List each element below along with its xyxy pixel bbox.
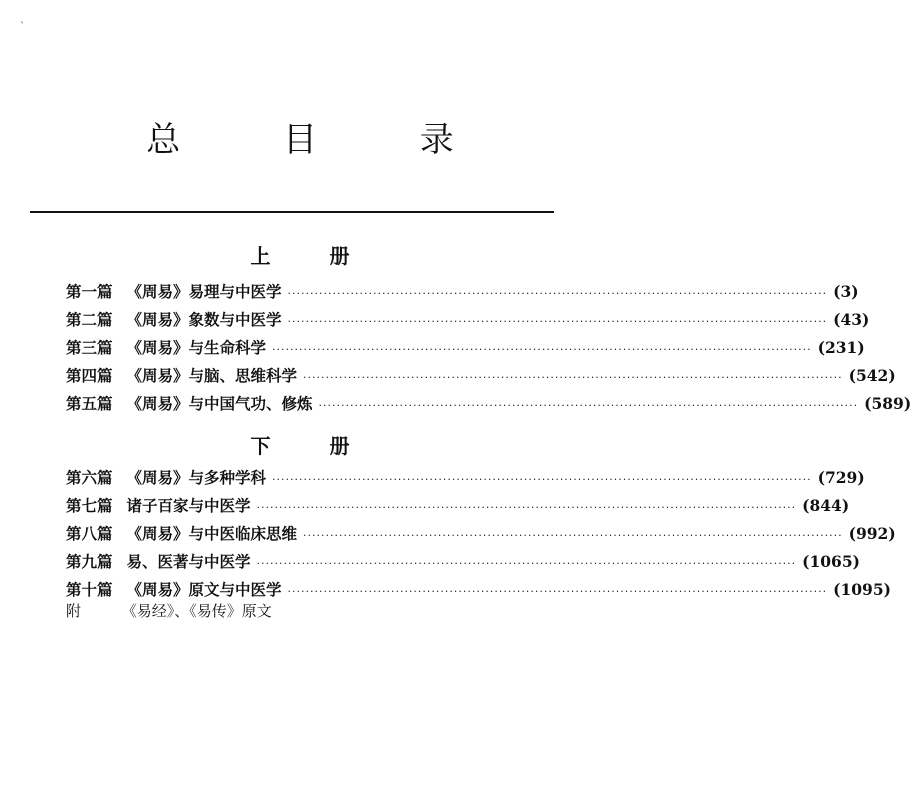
toc-entry[interactable] <box>66 336 865 364</box>
toc-entry[interactable] <box>66 522 896 550</box>
entry-number: 第七篇 <box>66 497 113 515</box>
dot-leader: ························································································································ <box>272 343 812 356</box>
entry-number: 第一篇 <box>66 283 113 301</box>
appendix-line[interactable] <box>66 600 272 621</box>
appendix-text: 《易经》、《易传》原文 <box>121 602 272 620</box>
entry-title: 《周易》与中医临床思维 <box>126 525 298 543</box>
toc-entry[interactable] <box>66 392 911 420</box>
dot-leader: ························································································································ <box>272 473 812 486</box>
entry-title: 易、医著与中医学 <box>126 553 251 571</box>
entry-page: (231) <box>817 338 865 357</box>
entry-page: (1065) <box>802 552 860 571</box>
entry-title: 《周易》象数与中医学 <box>126 311 282 329</box>
entry-number: 第十篇 <box>66 581 113 599</box>
toc-entry[interactable] <box>66 550 860 578</box>
entry-title: 《周易》与多种学科 <box>126 469 267 487</box>
dot-leader: ························································································································ <box>287 585 828 598</box>
toc-list-lower <box>66 466 896 606</box>
entry-number: 第五篇 <box>66 395 113 413</box>
title-divider <box>30 211 554 213</box>
dot-leader: ························································································································ <box>256 501 797 514</box>
toc-entry[interactable] <box>66 364 896 392</box>
dot-leader: ························································································································ <box>303 529 843 542</box>
toc-entry[interactable] <box>66 308 870 336</box>
entry-number: 第八篇 <box>66 525 113 543</box>
entry-page: (844) <box>802 496 850 515</box>
entry-page: (43) <box>833 310 870 329</box>
dot-leader: ························································································································ <box>318 399 859 412</box>
entry-title: 诸子百家与中医学 <box>126 497 251 515</box>
scan-speck: ` <box>20 22 25 33</box>
entry-page: (992) <box>848 524 896 543</box>
dot-leader: ························································································································ <box>303 371 843 384</box>
entry-number: 第二篇 <box>66 311 113 329</box>
entry-title: 《周易》易理与中医学 <box>126 283 282 301</box>
entry-page: (3) <box>833 282 859 301</box>
volume-heading-upper: 上 册 <box>250 244 376 268</box>
dot-leader: ························································································································ <box>256 557 797 570</box>
entry-number: 第四篇 <box>66 367 113 385</box>
appendix-label: 附 <box>66 602 82 620</box>
volume-heading-lower: 下 册 <box>250 434 376 458</box>
entry-title: 《周易》与中国气功、修炼 <box>126 395 313 413</box>
entry-page: (1095) <box>833 580 891 599</box>
toc-entry[interactable] <box>66 280 859 308</box>
entry-page: (589) <box>864 394 911 413</box>
dot-leader: ························································································································ <box>287 315 828 328</box>
entry-title: 《周易》原文与中医学 <box>126 581 282 599</box>
page-title: 总 目 录 <box>146 120 500 160</box>
entry-title: 《周易》与脑、思维科学 <box>126 367 298 385</box>
entry-number: 第三篇 <box>66 339 113 357</box>
entry-title: 《周易》与生命科学 <box>126 339 267 357</box>
toc-entry[interactable] <box>66 494 850 522</box>
toc-entry[interactable] <box>66 466 865 494</box>
dot-leader: ························································································································ <box>287 287 828 300</box>
entry-page: (729) <box>817 468 865 487</box>
entry-number: 第六篇 <box>66 469 113 487</box>
toc-list-upper <box>66 280 911 420</box>
entry-page: (542) <box>848 366 896 385</box>
entry-number: 第九篇 <box>66 553 113 571</box>
